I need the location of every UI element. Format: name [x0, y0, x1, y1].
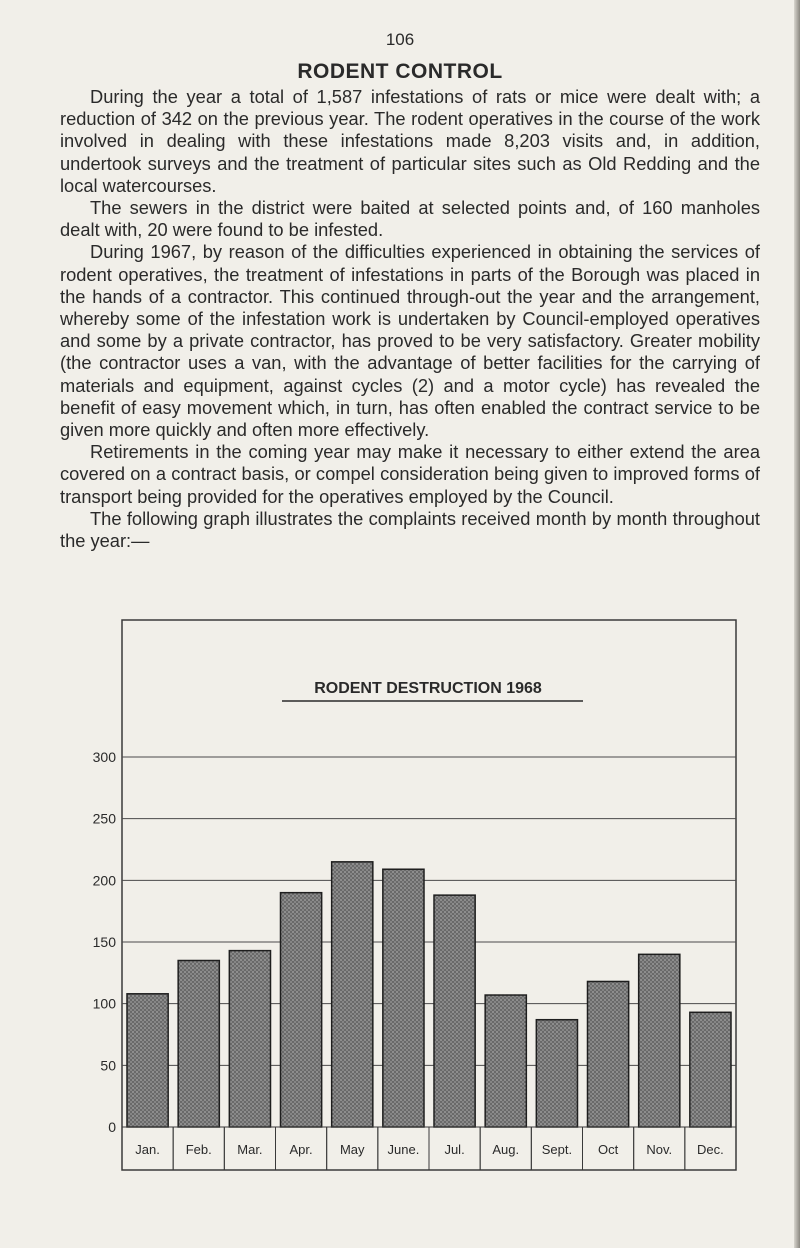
bar-apr — [281, 893, 322, 1127]
y-tick-label: 0 — [108, 1119, 116, 1135]
bar-jan — [127, 994, 168, 1127]
category-layer — [122, 1127, 736, 1170]
paragraph-3: During 1967, by reason of the difficulties experienced in obtaining the services of rodent operatives, the treatment of infestations in parts of the Borough was placed in the hands of a contractor. This continued through-out the year and the arrangement, whereby some of the infestation work is undertaken by Council-employed operatives and some by a private contractor, has proved to be very satisfactory. Greater mobility (the contractor uses a van, with the advantage of better facilities for the carrying of materials and equipment, against cycles (2) and a motor cycle) has revealed the benefit of easy movement which, in turn, has often enabled the contract service to be given more quickly and often more effectively. — [60, 241, 760, 441]
bar-aug — [485, 995, 526, 1127]
y-tick-label: 300 — [92, 749, 116, 765]
bar-june — [383, 869, 424, 1127]
page-number: 106 — [385, 30, 415, 49]
bar-mar — [229, 951, 270, 1127]
bar-feb — [178, 961, 219, 1128]
category-label: Jan. — [135, 1142, 160, 1157]
category-label: Jul. — [444, 1142, 465, 1157]
category-label: Oct — [597, 1142, 619, 1157]
page-edge — [794, 0, 800, 1248]
page-title: RODENT CONTROL — [297, 60, 503, 83]
y-tick-label: 100 — [92, 995, 116, 1012]
bar-jul — [434, 895, 475, 1127]
bar-may — [332, 862, 373, 1127]
y-tick-label: 50 — [100, 1057, 116, 1074]
category-label: Mar. — [237, 1142, 263, 1157]
y-tick-label: 250 — [92, 810, 116, 827]
category-label: Nov. — [646, 1142, 673, 1157]
category-label: Aug. — [492, 1142, 520, 1157]
bar-nov — [639, 954, 680, 1127]
bar-dec — [690, 1012, 731, 1127]
body-text — [60, 86, 760, 552]
paragraph-1: During the year a total of 1,587 infestations of rats or mice were dealt with; a reduction of 342 on the previous year. The rodent operatives in the course of the work involved in dealing with these infestations made 8,203 visits and, in addition, undertook surveys and the treatment of particular sites such as Old Redding and the local watercourses. — [60, 86, 760, 196]
y-tick-label: 150 — [92, 934, 116, 950]
category-label: Dec. — [697, 1142, 724, 1157]
chart-svg — [0, 615, 800, 1175]
tick-layer — [93, 749, 117, 1135]
chart-title: RODENT DESTRUCTION 1968 — [314, 680, 542, 697]
category-label: Sept. — [541, 1142, 573, 1157]
category-label: Apr. — [289, 1142, 313, 1157]
category-label: Feb. — [185, 1142, 212, 1157]
bar-oct — [588, 981, 629, 1127]
y-tick-label: 200 — [92, 872, 116, 889]
bar-sept — [536, 1020, 577, 1127]
paragraph-4: Retirements in the coming year may make it necessary to either extend the area covered on a contract basis, or compel consideration being given to improved forms of transport being provided for the operatives employed by the Council. — [60, 441, 760, 507]
paragraph-2: The sewers in the district were baited at selected points and, of 160 manholes dealt with, 20 were found to be infested. — [60, 197, 760, 241]
category-label: June. — [387, 1142, 420, 1157]
paragraph-5: The following graph illustrates the complaints received month by month throughout the year:— — [60, 507, 760, 552]
rodent-destruction-chart — [0, 615, 800, 1175]
bar-layer — [127, 862, 731, 1127]
category-label: May — [339, 1142, 365, 1157]
